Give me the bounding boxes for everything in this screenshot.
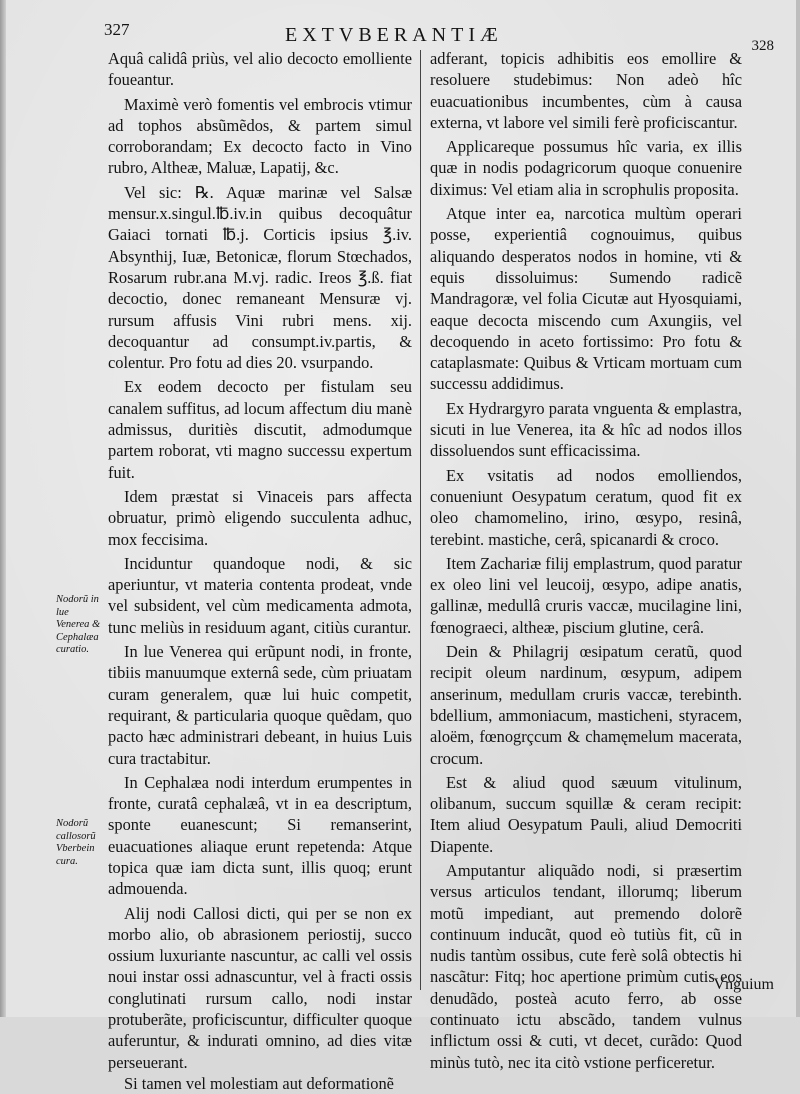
- catchword: Vnguium: [713, 976, 774, 993]
- paragraph: Aquâ calidâ priùs, vel alio decocto emolliente foueantur.: [108, 49, 412, 90]
- paragraph: In lue Venerea qui erũpunt nodi, in fronte, tibiis manuumque externâ sede, cùm priuatam curam generalem, quæ lui huic competit, requirant, & particularia quoque quẽdam, quo pacto hæc administrari debeant, in huius Luis cura tractabitur.: [108, 642, 412, 768]
- margin-note-lues-venerea: Nodorũ in lue Venerea & Cephalæa curatio.: [56, 594, 101, 655]
- paragraph: Alij nodi Callosi dicti, qui per se non ex morbo alio, ob abrasionem periostij, succo ossium luxuriante nascuntur, ac calli vel ossis noui instar ossi adnascuntur, vel à fracti ossis conglutinati rursum callo, nodi instar protuberãte, proficiscuntur, difficulter quoque auferuntur, & indurati omnino, ad dies vitæ perseuerant.: [108, 903, 412, 1072]
- right-column: [430, 48, 742, 1073]
- page-gutter-shadow: [0, 0, 6, 1017]
- paragraph: adferant, topicis adhibitis eos emollire & resoluere studebimus: Non adeò hîc euacuationibus incumbentes, cùm à causa externa, vt labore vel simili ferè proficiscantur.: [430, 49, 742, 132]
- paragraph: Maximè verò fomentis vel embrocis vtimur ad tophos absũmẽdos, & partem simul corroborandam; Ex decocto facto in Vino rubro, Altheæ, Maluæ, Lapatij, &c.: [108, 94, 412, 178]
- paragraph: Est & aliud quod sæuum vitulinum, olibanum, succum squillæ & ceram recipit: Item aliud Oesypatum Pauli, aliud Democriti Diapente.: [430, 772, 742, 856]
- paragraph: Inciduntur quandoque nodi, & sic aperiuntur, vt materia contenta prodeat, vnde vel subsident, vel cùm medicamenta admota, tunc meliùs in residuum agant, citiùs curantur.: [108, 553, 412, 637]
- paragraph: Idem præstat si Vinaceis pars affecta obruatur, primò eligendo succulenta adhuc, mox feccisima.: [108, 486, 412, 549]
- paragraph: Item Zachariæ filij emplastrum, quod paratur ex oleo lini vel leucoij, œsypo, adipe anatis, gallinæ, medullâ cruris vaccæ, mucilagine lini, fœnograeci, altheæ, piscium glutine, cerâ.: [430, 553, 742, 637]
- column-divider: [420, 50, 421, 990]
- running-head: EXTVBERANTIÆ: [285, 24, 503, 46]
- left-column: [108, 48, 412, 1094]
- page-edge: [796, 0, 800, 1017]
- paragraph: Vel sic: ℞. Aquæ marinæ vel Salsæ mensur.x.singul.℔.iv.in quibus decoquâtur Gaiaci tornati ℔.j. Corticis ipsius ℥.iv. Absynthij, Iuæ, Betonicæ, florum Stœchados, Rosarum rubr.ana M.vj. radic. Ireos ℥.ß. fiat decoctio, donec remaneant Mensuræ vj. rursum affusis Vini rubri mens. xij. decoquantur ad consumpt.iv.partis, & colentur. Pro fotu ad dies 20. vsurpando.: [108, 182, 412, 373]
- paragraph: Amputantur aliquãdo nodi, si præsertim versus articulos tendant, illorumq; liberum motũ impediant, aut premendo dolorẽ continuum inducãt, quod eò tutiùs fit, cũ in nudis tantùm ossibus, cute ferè solâ obtectis hi nascãtur: Fitq; hoc apertione primùm cutis eos denudãdo, posteà acuto ferro, ab osse continuato ictu abscãdo, tandem vulnus inflictum ossi & cuti, vt decet, curãdo: Quod minùs tutò, nec ita citò vstione perficeretur.: [430, 860, 742, 1072]
- page-number-left: 327: [104, 20, 130, 39]
- paragraph: Applicareque possumus hîc varia, ex illis quæ in nodis podagricorum quoque conuenire diximus: Vel etiam alia in scrophulis proposita.: [430, 137, 742, 199]
- paragraph: Ex eodem decocto per fistulam seu canalem suffitus, ad locum affectum diu manè admissus, duritiès discutit, admodumque partem roborat, vti magno successu expertum fuit.: [108, 377, 412, 482]
- paragraph: Atque inter ea, narcotica multùm operari posse, experientiâ cognouimus, quibus aliquando desperatos nodos in homine, vti & equis dissoluimus: Sumendo radicẽ Mandragoræ, vel folia Cicutæ aut Hyosquiami, eaque decocta miscendo cum Axungiis, vel decoquendo in aceto fortissimo: Pro fotu & cataplasmate: Quibus & Vrticam mortuam cum successu addidimus.: [430, 204, 742, 394]
- paragraph: Ex vsitatis ad nodos emolliendos, conueniunt Oesypatum ceratum, quod fit ex oleo chamomelino, irino, œsypo, resinâ, terebint. mastiche, cerâ, spicanardi & croco.: [430, 465, 742, 549]
- paragraph: In Cephalæa nodi interdum erumpentes in fronte, curatâ cephalæâ, vt in ea descriptum, sponte euanescunt; Si remanserint, euacuationes aliaque erunt repetenda: Atque topica quæ iam dicta sunt, illis quoq; erunt admouenda.: [108, 772, 412, 899]
- paragraph: Si tamen vel molestiam aut deformationẽ: [124, 1073, 394, 1093]
- paragraph: Ex Hydrargyro parata vnguenta & emplastra, sicuti in lue Venerea, ita & hîc ad nodos illos dissoluendos sunt efficacissima.: [430, 398, 742, 461]
- paragraph: Dein & Philagrij œsipatum ceratũ, quod recipit oleum nardinum, œsypum, adipem anserinum, medullam cruris vaccæ, terebinth. bdellium, ammoniacum, masticheni, styracem, aloëm, fœnogrçcum & chamęmelum macerata, crocum.: [430, 642, 742, 768]
- margin-note-callosi: Nodorũ callosorũ Vberbein cura.: [56, 818, 96, 867]
- page-number-right: 328: [751, 38, 774, 54]
